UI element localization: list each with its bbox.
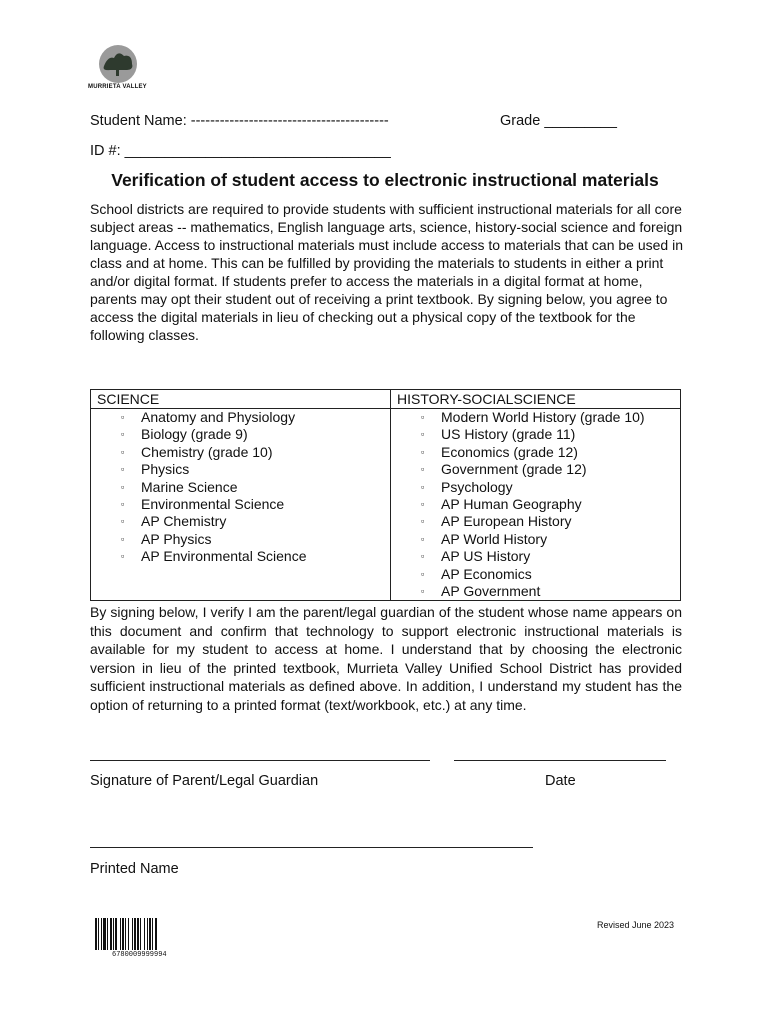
- intro-paragraph: School districts are required to provide students with sufficient instructional materials for all core subject areas -- mathematics, English language arts, science, history-social science and foreign language. Access to instructional materials must include access to materials that can be used in class and at home. This can be fulfilled by providing the materials to students in either a print and/or digital format. If students prefer to access the materials in a digital format at home, parents may opt their student out of receiving a print textbook. By signing below, you agree to access the digital materials in lieu of checking out a physical copy of the textbook for the following classes.: [90, 201, 683, 343]
- barcode-bar: [155, 918, 157, 950]
- barcode-bar: [125, 918, 126, 950]
- barcode: [95, 918, 185, 950]
- student-name-field[interactable]: Student Name: -----------------------------------------: [90, 113, 389, 129]
- barcode-bar: [103, 918, 106, 950]
- printed-name-label: Printed Name: [90, 861, 179, 877]
- history-course-label: Economics (grade 12): [441, 443, 578, 460]
- checkbox-bullet-icon[interactable]: ▫: [421, 568, 425, 579]
- barcode-bar: [140, 918, 141, 950]
- checkbox-bullet-icon[interactable]: ▫: [421, 464, 425, 475]
- barcode-bar: [144, 918, 145, 950]
- science-course-item: [121, 444, 390, 461]
- science-course-item: [121, 496, 390, 513]
- signature-label: Signature of Parent/Legal Guardian: [90, 773, 319, 789]
- science-course-label: AP Environmental Science: [141, 548, 307, 565]
- history-course-list: [391, 409, 680, 600]
- checkbox-bullet-icon[interactable]: ▫: [421, 446, 425, 457]
- science-course-item: [121, 531, 390, 548]
- science-header: SCIENCE: [91, 390, 391, 409]
- science-course-label: AP Physics: [141, 530, 212, 547]
- history-course-item: [421, 566, 680, 583]
- grade-field[interactable]: Grade _________: [500, 113, 617, 129]
- checkbox-bullet-icon[interactable]: ▫: [421, 499, 425, 510]
- barcode-bar: [120, 918, 121, 950]
- revised-date: Revised June 2023: [597, 920, 675, 930]
- history-course-item: [421, 461, 680, 478]
- history-course-item: [421, 531, 680, 548]
- history-course-label: AP Government: [441, 583, 541, 600]
- checkbox-bullet-icon[interactable]: ▫: [121, 533, 125, 544]
- history-course-label: AP World History: [441, 530, 548, 547]
- checkbox-bullet-icon[interactable]: ▫: [421, 551, 425, 562]
- science-course-label: Anatomy and Physiology: [141, 409, 296, 425]
- barcode-bar: [152, 918, 153, 950]
- science-course-label: Physics: [141, 461, 190, 478]
- science-course-label: Biology (grade 9): [141, 426, 248, 443]
- barcode-bar: [98, 918, 99, 950]
- history-course-label: AP Economics: [441, 565, 532, 582]
- science-course-item: [121, 461, 390, 478]
- courses-table: [90, 389, 681, 601]
- checkbox-bullet-icon[interactable]: ▫: [421, 533, 425, 544]
- science-course-item: [121, 409, 390, 426]
- signature-line[interactable]: [90, 760, 430, 761]
- history-course-item: [421, 426, 680, 443]
- barcode-bar: [101, 918, 102, 950]
- history-course-label: US History (grade 11): [441, 426, 576, 443]
- history-course-label: AP Human Geography: [441, 496, 582, 513]
- barcode-bar: [107, 918, 108, 950]
- verification-paragraph: By signing below, I verify I am the parent/legal guardian of the student whose name appears on this document and confirm that technology to support electronic instructional materials is available for my student to access at home. I understand that by choosing the electronic version in lieu of the printed textbook, Murrieta Valley Unified School District has provided sufficient instructional materials as defined above. In addition, I understand my student has the option of returning to a printed format (text/workbook, etc.) at any time.: [90, 604, 682, 713]
- checkbox-bullet-icon[interactable]: ▫: [121, 499, 125, 510]
- history-course-item: [421, 583, 680, 600]
- history-header: HISTORY-SOCIALSCIENCE: [391, 390, 681, 409]
- history-course-item: [421, 479, 680, 496]
- science-course-label: Chemistry (grade 10): [141, 443, 273, 460]
- science-course-label: AP Chemistry: [141, 513, 227, 530]
- barcode-bar: [113, 918, 114, 950]
- science-course-label: Marine Science: [141, 478, 238, 495]
- barcode-bar: [149, 918, 151, 950]
- barcode-bar: [147, 918, 148, 950]
- barcode-bar: [137, 918, 139, 950]
- science-column: [91, 409, 391, 601]
- barcode-bar: [122, 918, 124, 950]
- page-title: Verification of student access to electronic instructional materials: [111, 170, 659, 190]
- barcode-bar: [115, 918, 117, 950]
- date-label: Date: [545, 773, 576, 789]
- history-course-label: Modern World History (grade 10): [441, 409, 645, 425]
- checkbox-bullet-icon[interactable]: ▫: [421, 516, 425, 527]
- date-line[interactable]: [454, 760, 666, 761]
- history-course-item: [421, 548, 680, 565]
- checkbox-bullet-icon[interactable]: ▫: [121, 464, 125, 475]
- barcode-bar: [110, 918, 112, 950]
- checkbox-bullet-icon[interactable]: ▫: [121, 516, 125, 527]
- checkbox-bullet-icon[interactable]: ▫: [421, 481, 425, 492]
- barcode-bar: [95, 918, 97, 950]
- checkbox-bullet-icon[interactable]: ▫: [121, 481, 125, 492]
- science-course-item: [121, 426, 390, 443]
- history-course-label: AP US History: [441, 548, 531, 565]
- science-course-list: [91, 409, 390, 566]
- checkbox-bullet-icon[interactable]: ▫: [421, 429, 425, 440]
- history-course-label: Psychology: [441, 478, 513, 495]
- checkbox-bullet-icon[interactable]: ▫: [421, 586, 425, 597]
- history-course-label: Government (grade 12): [441, 461, 587, 478]
- student-id-field[interactable]: ID #: _________________________________: [90, 143, 391, 159]
- checkbox-bullet-icon[interactable]: ▫: [121, 412, 125, 422]
- history-course-item: [421, 444, 680, 461]
- checkbox-bullet-icon[interactable]: ▫: [121, 551, 125, 562]
- barcode-bar: [132, 918, 133, 950]
- barcode-bar: [134, 918, 136, 950]
- printed-name-line[interactable]: [90, 847, 533, 848]
- history-column: [391, 409, 681, 601]
- checkbox-bullet-icon[interactable]: ▫: [121, 446, 125, 457]
- barcode-number: 6780009999994: [112, 951, 167, 959]
- history-course-item: [421, 409, 680, 426]
- history-course-item: [421, 496, 680, 513]
- science-course-item: [121, 548, 390, 565]
- science-course-item: [121, 513, 390, 530]
- logo-text: MURRIETA VALLEY: [88, 84, 147, 90]
- barcode-bar: [128, 918, 129, 950]
- checkbox-bullet-icon[interactable]: ▫: [121, 429, 125, 440]
- science-course-label: Environmental Science: [141, 496, 285, 513]
- history-course-item: [421, 513, 680, 530]
- science-course-item: [121, 479, 390, 496]
- checkbox-bullet-icon[interactable]: ▫: [421, 412, 425, 422]
- history-course-label: AP European History: [441, 513, 572, 530]
